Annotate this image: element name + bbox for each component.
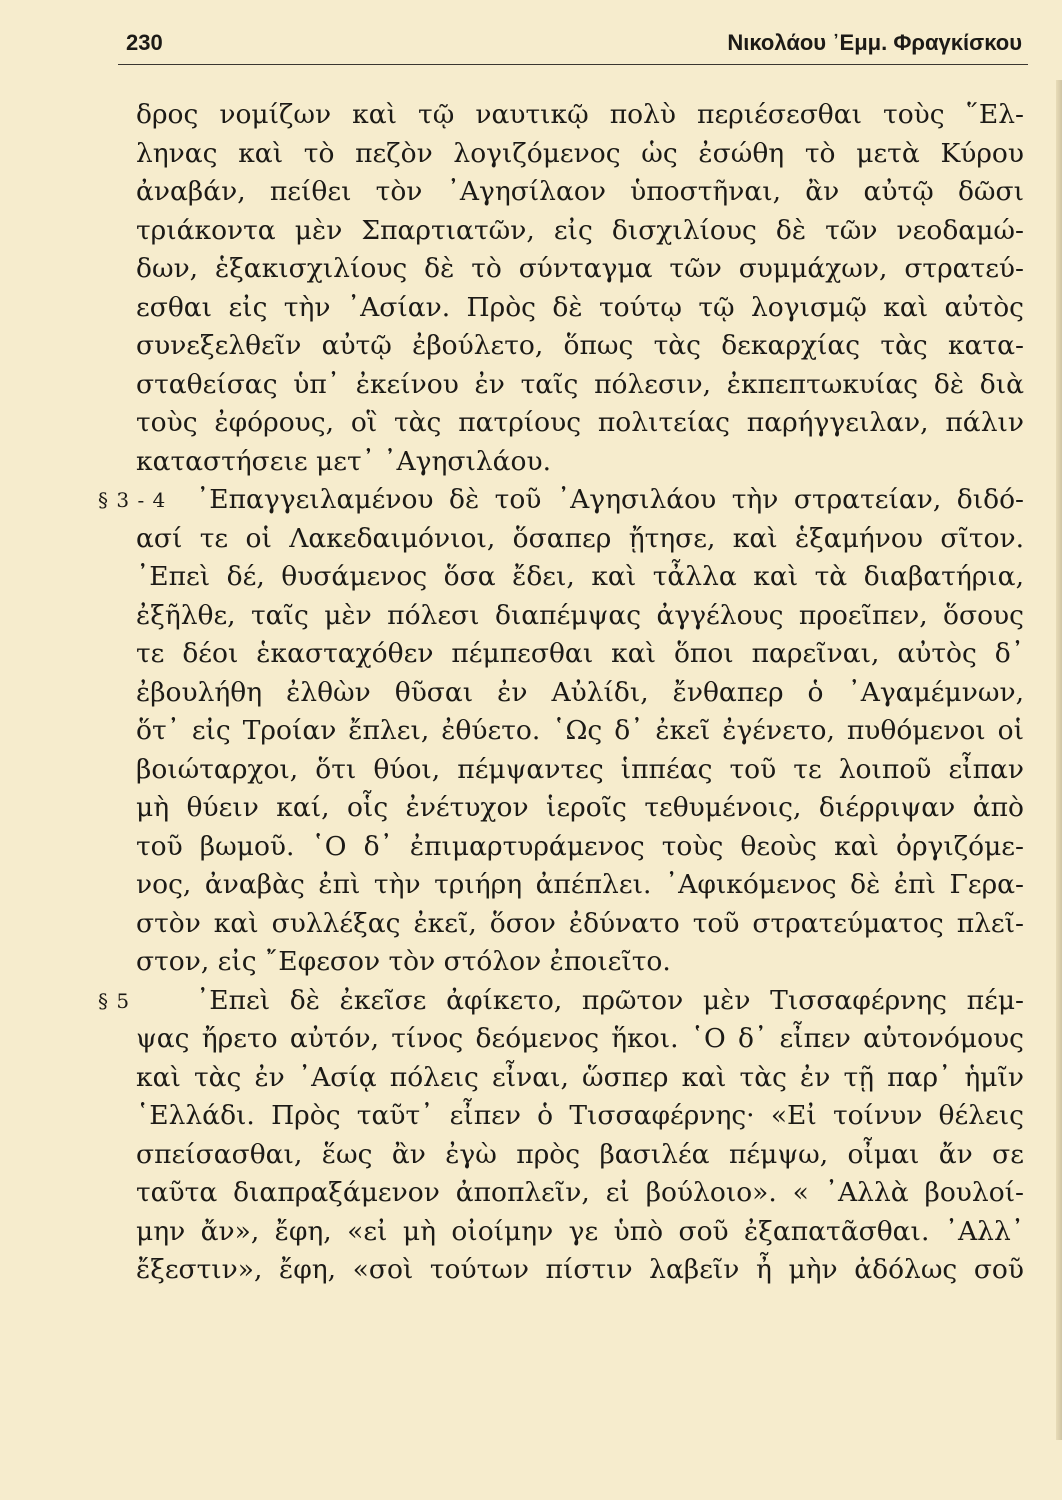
line-text: τοῦ βωμοῦ. ῾Ο δ᾿ ἐπιμαρτυράμενος τοὺς θεοὺς καὶ ὀργιζόμε-: [136, 830, 1024, 862]
line-text: στον, εἰς ῎Εφεσον τὸν στόλον ἐποιεῖτο.: [136, 946, 671, 977]
text-line: [136, 135, 1024, 174]
text-line: [136, 1174, 1024, 1213]
line-text: ταῦτα διαπραξάμενον ἀποπλεῖν, εἰ βούλοιο». « ᾿Αλλὰ βουλοί-: [136, 1177, 1024, 1208]
line-text: μὴ θύειν καί, οἷς ἐνέτυχον ἱεροῖς τεθυμένοις, διέρριψαν ἀπὸ: [136, 792, 1024, 823]
running-title: Νικολάου ᾿Εμμ. Φραγκίσκου: [727, 30, 1022, 55]
text-line: [136, 866, 1024, 905]
line-text: μην ἄν», ἔφη, «εἰ μὴ οἰοίμην γε ὑπὸ σοῦ ἐξαπατᾶσθαι. ᾿Αλλ᾿: [136, 1215, 1024, 1247]
line-text: ληνας καὶ τὸ πεζὸν λογιζόμενος ὡς ἐσώθη τὸ μετὰ Κύρου: [136, 137, 1024, 169]
page-number: 230: [126, 30, 163, 55]
text-line: [136, 327, 1024, 366]
text-line: [136, 597, 1024, 636]
section-marker: § 5: [98, 988, 131, 1013]
text-line: [136, 520, 1024, 559]
text-line: [136, 96, 1024, 135]
line-text: σταθείσας ὑπ᾿ ἐκείνου ἐν ταῖς πόλεσιν, ἐκπεπτωκυίας δὲ διὰ: [136, 368, 1024, 400]
line-text: δρος νομίζων καὶ τῷ ναυτικῷ πολὺ περιέσεσθαι τοὺς ῞Ελ-: [136, 99, 1024, 130]
line-text: ᾿Επεὶ δέ, θυσάμενος ὅσα ἔδει, καὶ τἆλλα καὶ τὰ διαβατήρια,: [136, 561, 1024, 592]
line-text: εσθαι εἰς τὴν ᾿Ασίαν. Πρὸς δὲ τούτῳ τῷ λογισμῷ καὶ αὐτὸς: [136, 291, 1024, 323]
text-line: [136, 828, 1024, 867]
text-line: [136, 1097, 1024, 1136]
text-line: [136, 404, 1024, 443]
text-line: [98, 481, 1024, 520]
line-text: βοιώταρχοι, ὅτι θύοι, πέμψαντες ἱππέας τοῦ τε λοιποῦ εἶπαν: [136, 753, 1024, 785]
line-text: ψας ἤρετο αὐτόν, τίνος δεόμενος ἥκοι. ῾Ο δ᾿ εἶπεν αὐτονόμους: [136, 1023, 1024, 1054]
page-header: [118, 22, 1026, 62]
text-line: [136, 558, 1024, 597]
line-text: νος, ἀναβὰς ἐπὶ τὴν τριήρη ἀπέπλει. ᾿Αφικόμενος δὲ ἐπὶ Γερα-: [136, 869, 1024, 900]
text-line: [136, 751, 1024, 790]
line-text: ἀναβάν, πείθει τὸν ᾿Αγησίλαον ὑποστῆναι, ἂν αὐτῷ δῶσι: [136, 176, 1024, 207]
text-line: [98, 982, 1024, 1021]
text-line: [136, 1251, 1024, 1290]
line-text: ἐβουλήθη ἐλθὼν θῦσαι ἐν Αὐλίδι, ἔνθαπερ ὁ ᾿Αγαμέμνων,: [136, 676, 1024, 708]
line-text: τοὺς ἐφόρους, οἳ τὰς πατρίους πολιτείας παρήγγειλαν, πάλιν: [136, 407, 1024, 438]
body-text: [98, 96, 1024, 1290]
text-line: [136, 789, 1024, 828]
text-line: [136, 212, 1024, 251]
line-text: συνεξελθεῖν αὐτῷ ἐβούλετο, ὅπως τὰς δεκαρχίας τὰς κατα-: [136, 330, 1024, 361]
text-line: [136, 289, 1024, 328]
line-text: ῾Ελλάδι. Πρὸς ταῦτ᾿ εἶπεν ὁ Τισσαφέρνης· «Εἰ τοίνυν θέλεις: [136, 1100, 1024, 1131]
line-text: ᾿Επαγγειλαμένου δὲ τοῦ ᾿Αγησιλάου τὴν στρατείαν, διδό-: [196, 484, 1024, 515]
text-line: [136, 443, 1024, 482]
line-text: σπείσασθαι, ἕως ἂν ἐγὼ πρὸς βασιλέα πέμψω, οἶμαι ἄν σε: [136, 1138, 1024, 1170]
text-line: [136, 674, 1024, 713]
line-text: τριάκοντα μὲν Σπαρτιατῶν, εἰς δισχιλίους δὲ τῶν νεοδαμώ-: [136, 214, 1024, 246]
line-text: δων, ἑξακισχιλίους δὲ τὸ σύνταγμα τῶν συμμάχων, στρατεύ-: [136, 253, 1024, 284]
line-text: ὅτ᾿ εἰς Τροίαν ἔπλει, ἐθύετο. ῾Ως δ᾿ ἐκεῖ ἐγένετο, πυθόμενοι οἱ: [136, 715, 1024, 746]
text-line: [136, 712, 1024, 751]
header-rule: [118, 64, 1028, 65]
line-text: στὸν καὶ συλλέξας ἐκεῖ, ὅσον ἐδύνατο τοῦ στρατεύματος πλεῖ-: [136, 907, 1024, 939]
text-line: [136, 366, 1024, 405]
text-line: [136, 1059, 1024, 1098]
line-text: ᾿Επεὶ δὲ ἐκεῖσε ἀφίκετο, πρῶτον μὲν Τισσαφέρνης πέμ-: [196, 984, 1024, 1016]
line-text: τε δέοι ἑκασταχόθεν πέμπεσθαι καὶ ὅποι παρεῖναι, αὐτὸς δ᾿: [136, 638, 1024, 669]
text-line: [136, 250, 1024, 289]
page-edge-shadow: [1056, 80, 1062, 1440]
text-line: [136, 943, 1024, 982]
text-line: [136, 1020, 1024, 1059]
text-line: [136, 173, 1024, 212]
line-text: καὶ τὰς ἐν ᾿Ασίᾳ πόλεις εἶναι, ὥσπερ καὶ τὰς ἐν τῇ παρ᾿ ἡμῖν: [136, 1061, 1024, 1093]
line-text: καταστήσειε μετ᾿ ᾿Αγησιλάου.: [136, 445, 552, 477]
text-line: [136, 1213, 1024, 1252]
line-text: ἐξῆλθε, ταῖς μὲν πόλεσι διαπέμψας ἀγγέλους προεῖπεν, ὅσους: [136, 599, 1024, 631]
line-text: ασί τε οἱ Λακεδαιμόνιοι, ὅσαπερ ᾔτησε, καὶ ἑξαμήνου σῖτον.: [136, 522, 1024, 554]
text-line: [136, 905, 1024, 944]
section-marker: § 3 - 4: [98, 488, 167, 512]
text-line: [136, 635, 1024, 674]
text-line: [136, 1136, 1024, 1175]
line-text: ἔξεστιν», ἔφη, «σοὶ τούτων πίστιν λαβεῖν ἦ μὴν ἀδόλως σοῦ: [136, 1254, 1024, 1285]
